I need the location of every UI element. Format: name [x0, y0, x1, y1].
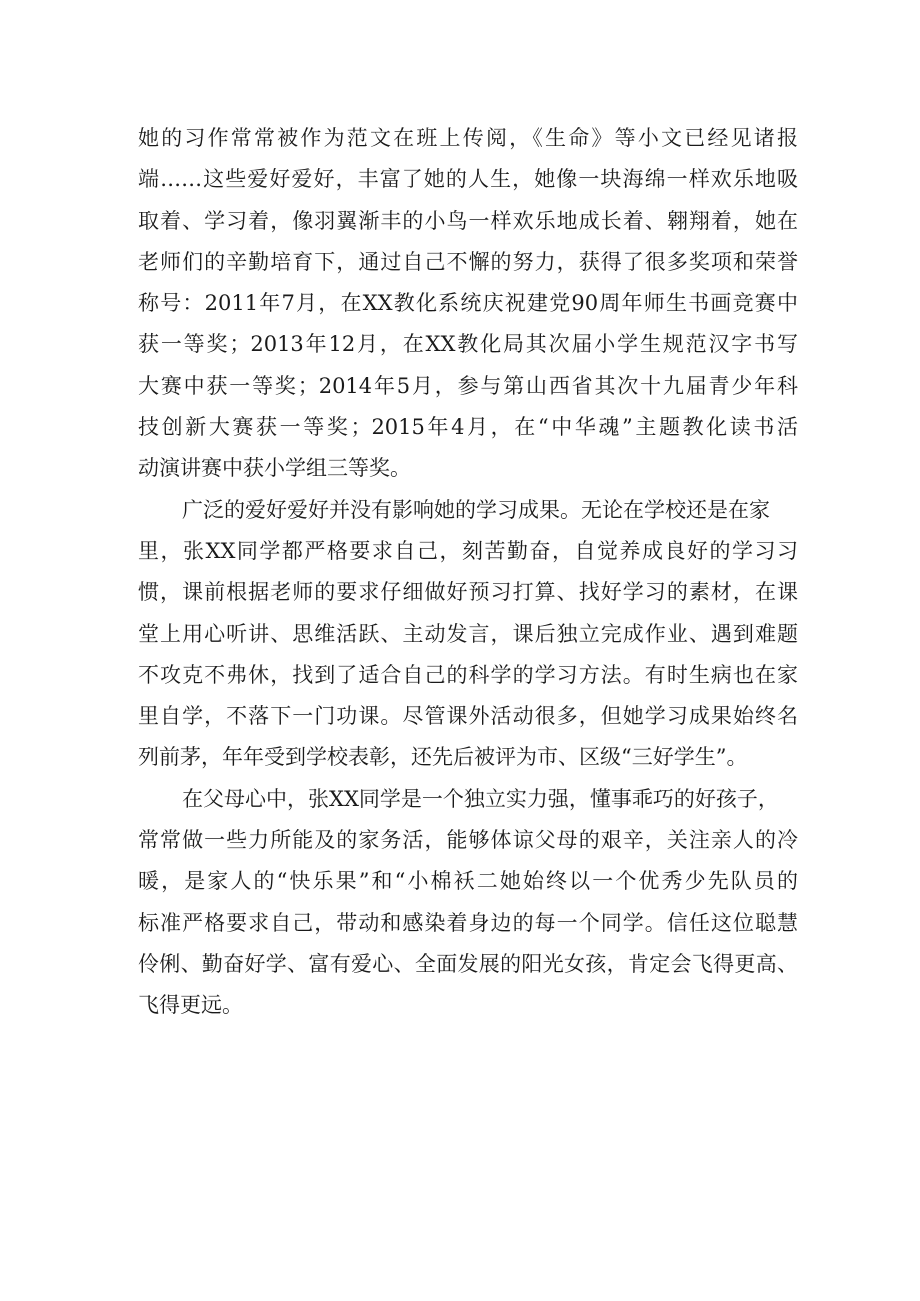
text-line: 里自学，不落下一门功课。尽管课外活动很多，但她学习成果始终名 [138, 704, 798, 729]
text-line: 大赛中获一等奖；2014年5月，参与第山西省其次十九届青少年科 [138, 373, 798, 398]
text-line: 在父母心中，张XX同学是一个独立实力强，懂事乖巧的好孩子， [182, 786, 779, 811]
text-line: 广泛的爱好爱好并没有影响她的学习成果。无论在学校还是在家 [182, 497, 770, 522]
document-body [138, 118, 798, 1027]
text-line: 取着、学习着，像羽翼渐丰的小鸟一样欢乐地成长着、翱翔着，她在 [138, 208, 798, 233]
paragraph-family [138, 779, 798, 1027]
text-line: 获一等奖；2013年12月，在XX教化局其次届小学生规范汉字书写 [138, 332, 798, 357]
text-line: 常常做一些力所能及的家务活，能够体谅父母的艰辛，关注亲人的冷 [138, 828, 798, 853]
text-line: 技创新大赛获一等奖；2015年4月，在“中华魂”主题教化读书活 [138, 415, 798, 440]
text-line: 暖，是家人的“快乐果”和“小棉袄二她始终以一个优秀少先队员的 [138, 869, 798, 894]
paragraph-awards [138, 118, 798, 490]
text-line: 伶俐、勤奋好学、富有爱心、全面发展的阳光女孩，肯定会飞得更高、 [138, 951, 798, 976]
text-line: 不攻克不弗休，找到了适合自己的科学的学习方法。有时生病也在家 [138, 662, 798, 687]
text-line: 老师们的辛勤培育下，通过自己不懈的努力，获得了很多奖项和荣誉 [138, 249, 798, 274]
text-line: 她的习作常常被作为范文在班上传阅，《生命》等小文已经见诸报 [138, 126, 798, 150]
text-line: 堂上用心听讲、思维活跃、主动发言，课后独立完成作业、遇到难题 [138, 621, 798, 646]
text-line: 列前茅，年年受到学校表彰，还先后被评为市、区级“三好学生”。 [138, 745, 748, 770]
text-line: 飞得更远。 [138, 993, 243, 1018]
text-line: 动演讲赛中获小学组三等奖。 [138, 456, 411, 481]
text-line: 称号：2011年7月，在XX教化系统庆祝建党90周年师生书画竞赛中 [138, 291, 798, 316]
text-line: 标准严格要求自己，带动和感染着身边的每一个同学。信任这位聪慧 [138, 910, 798, 935]
text-line: 惯，课前根据老师的要求仔细做好预习打算、找好学习的素材，在课 [138, 580, 798, 605]
text-line: 里，张XX同学都严格要求自己，刻苦勤奋，自觉养成良好的学习习 [138, 538, 798, 563]
paragraph-study [138, 490, 798, 779]
text-line: 端……这些爱好爱好，丰富了她的人生，她像一块海绵一样欢乐地吸 [138, 167, 798, 192]
